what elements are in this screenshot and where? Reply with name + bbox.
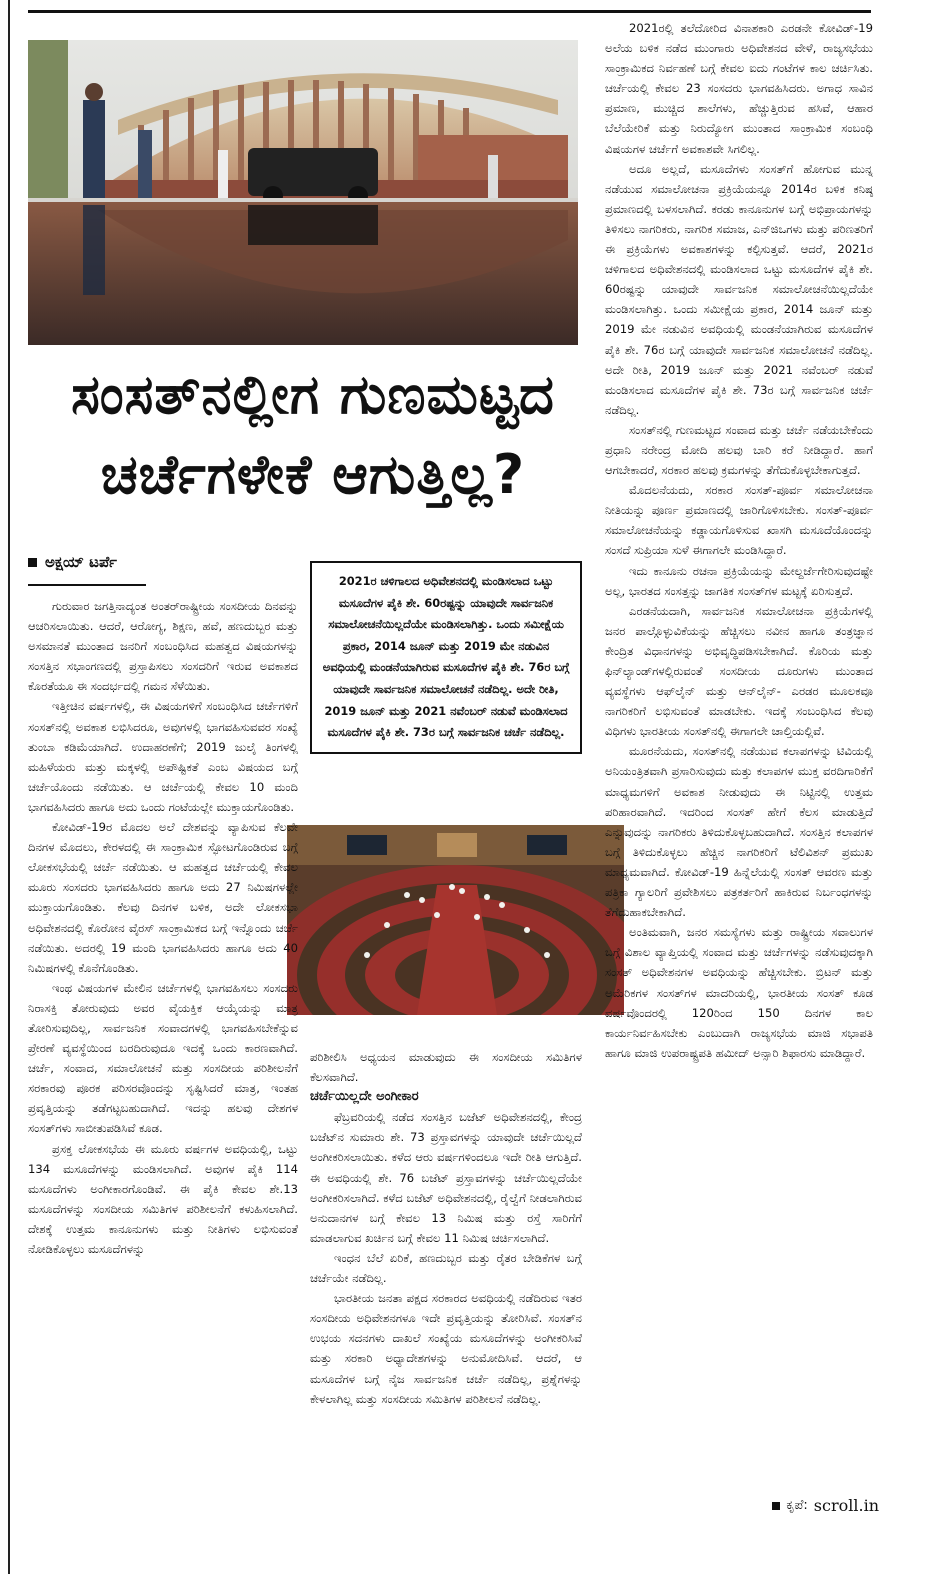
paragraph: ಇಂಧನ ಬೆಲೆ ಏರಿಕೆ, ಹಣದುಬ್ಬರ ಮತ್ತು ರೈತರ ಬೇಡಿಕೆಗಳ ಬಗ್ಗೆ ಚರ್ಚೆಯೇ ನಡೆದಿಲ್ಲ. <box>310 1250 582 1286</box>
paragraph: ಗುರುವಾರ ಜಗತ್ತಿನಾದ್ಯಂತ ಅಂತರ್‌ರಾಷ್ಟ್ರೀಯ ಸಂಸದೀಯ ದಿನವನ್ನು ಆಚರಿಸಲಾಯಿತು. ಆದರೆ, ಆರೋಗ್ಯ, ಶಿಕ್ಷಣ, ಹವೆ, ಹಣದುಬ್ಬರ ಮತ್ತು ಅಸಮಾನತೆ ಮುಂತಾದ ಜನರಿಗೆ ಸಂಬಂಧಿಸಿದ ಮಹತ್ವದ ವಿಷಯಗಳನ್ನು ಸಂಸತ್ತಿನ ಸಭಾಂಗಣದಲ್ಲಿ ಪ್ರಸ್ತಾಪಿಸಲು ಸಂಸದರಿಗೆ ಇರುವ ಅವಕಾಶದ ಕೊರತೆಯೂ ಈ ಸಂದರ್ಭದಲ್ಲಿ ಗಮನ ಸೆಳೆಯಿತು. <box>28 599 298 694</box>
headline <box>28 355 598 515</box>
author-name: ಅಕ್ಷಯ್ ಟರ್ಪೆ <box>45 553 117 571</box>
paragraph: ಸಂಸತ್‌ನಲ್ಲಿ ಗುಣಮಟ್ಟದ ಸಂವಾದ ಮತ್ತು ಚರ್ಚೆ ನಡೆಯಬೇಕೆಂದು ಪ್ರಧಾನಿ ನರೇಂದ್ರ ಮೋದಿ ಹಲವು ಬಾರಿ ಕರೆ ನೀಡಿದ್ದಾರೆ. ಹಾಗೆ ಆಗಬೇಕಾದರೆ, ಸರಕಾರ ಹಲವು ಕ್ರಮಗಳನ್ನು ತೆಗೆದುಕೊಳ್ಳಬೇಕಾಗುತ್ತದೆ. <box>605 422 873 478</box>
paragraph: ಭಾರತೀಯ ಜನತಾ ಪಕ್ಷದ ಸರಕಾರದ ಅವಧಿಯಲ್ಲಿ ನಡೆದಿರುವ ಇತರ ಸಂಸದೀಯ ಅಧಿವೇಶನಗಳೂ ಇದೇ ಪ್ರವೃತ್ತಿಯನ್ನು ತೋರಿಸಿವೆ. ಸಂಸತ್‌ನ ಉಭಯ ಸದನಗಳು ದಾಖಲೆ ಸಂಖ್ಯೆಯ ಮಸೂದೆಗಳನ್ನು ಅಂಗೀಕರಿಸಿವೆ ಮತ್ತು ಸರಕಾರಿ ಅಧ್ಯಾದೇಶಗಳನ್ನು ಅನುಮೋದಿಸಿವೆ. ಆದರೆ, ಆ ಮಸೂದೆಗಳ ಬಗ್ಗೆ ನೈಜ ಸಾರ್ವಜನಿಕ ಚರ್ಚೆ ನಡೆದಿಲ್ಲ, ಪ್ರಶ್ನೆಗಳನ್ನು ಕೇಳಲಾಗಿಲ್ಲ ಮತ್ತು ಸಂಸದೀಯ ಸಮಿತಿಗಳ ಪರಿಶೀಲನೆ ನಡೆದಿಲ್ಲ. <box>310 1291 582 1406</box>
credit-label: ಕೃಪೆ: <box>786 1498 808 1513</box>
section-subheading: ಚರ್ಚೆಯಿಲ್ಲದೇ ಅಂಗೀಕಾರ <box>310 1089 419 1105</box>
credit-square-icon <box>772 1502 780 1510</box>
byline-underline <box>28 584 146 586</box>
byline-square-icon <box>28 558 37 567</box>
headline-line-1: ಸಂಸತ್‌ನಲ್ಲೀಗ ಗುಣಮಟ್ಟದ <box>71 363 555 426</box>
article-column-2 <box>310 1047 582 1409</box>
paragraph: ಅದೂ ಅಲ್ಲದೆ, ಮಸೂದೆಗಳು ಸಂಸತ್‌ಗೆ ಹೋಗುವ ಮುನ್ನ ನಡೆಯುವ ಸಮಾಲೋಚನಾ ಪ್ರಕ್ರಿಯೆಯನ್ನೂ 2014ರ ಬಳಿಕ ಕನಿಷ್ಠ ಪ್ರಮಾಣದಲ್ಲಿ ಬಳಸಲಾಗಿದೆ. ಕರಡು ಕಾನೂನುಗಳ ಬಗ್ಗೆ ಅಭಿಪ್ರಾಯಗಳನ್ನು ತಿಳಿಸಲು ನಾಗರಿಕರು, ನಾಗರಿಕ ಸಮಾಜ, ಎನ್‌ಜಿಒಗಳು ಮತ್ತು ಪರಿಣತರಿಗೆ ಈ ಪ್ರಕ್ರಿಯೆಗಳು ಅವಕಾಶಗಳನ್ನು ಕಲ್ಪಿಸುತ್ತವೆ. ಆದರೆ, 2021ರ ಚಳಿಗಾಲದ ಅಧಿವೇಶನದಲ್ಲಿ ಮಂಡಿಸಲಾದ ಒಟ್ಟು ಮಸೂದೆಗಳ ಪೈಕಿ ಶೇ. 60ರಷ್ಟನ್ನು ಯಾವುದೇ ಸಾರ್ವಜನಿಕ ಸಮಾಲೋಚನೆಯಿಲ್ಲದೆಯೇ ಮಂಡಿಸಲಾಗಿತ್ತು. ಒಂದು ಸಮೀಕ್ಷೆಯ ಪ್ರಕಾರ, 2014 ಜೂನ್ ಮತ್ತು 2019 ಮೇ ನಡುವಿನ ಅವಧಿಯಲ್ಲಿ ಮಂಡನೆಯಾಗಿರುವ ಮಸೂದೆಗಳ ಪೈಕಿ ಶೇ. 76ರ ಬಗ್ಗೆ ಯಾವುದೇ ಸಾರ್ವಜನಿಕ ಸಮಾಲೋಚನೆ ನಡೆದಿಲ್ಲ. ಅದೇ ರೀತಿ, 2019 ಜೂನ್ ಮತ್ತು 2021 ನವೆಂಬರ್ ನಡುವೆ ಮಂಡಿಸಲಾದ ಮಸೂದೆಗಳ ಪೈಕಿ ಶೇ. 73ರ ಬಗ್ಗೆ ಸಾರ್ವಜನಿಕ ಚರ್ಚೆ ನಡೆದಿಲ್ಲ. <box>605 161 873 417</box>
paragraph: ಮೊದಲನೆಯದು, ಸರಕಾರ ಸಂಸತ್-ಪೂರ್ವ ಸಮಾಲೋಚನಾ ನೀತಿಯನ್ನು ಪೂರ್ಣ ಪ್ರಮಾಣದಲ್ಲಿ ಜಾರಿಗೊಳಿಸಬೇಕು. ಸಂಸತ್-ಪೂರ್ವ ಸಮಾಲೋಚನೆಯನ್ನು ಕಡ್ಡಾಯಗೊಳಿಸುವ ಖಾಸಗಿ ಮಸೂದೆಯೊಂದನ್ನು ಸಂಸದೆ ಸುಪ್ರಿಯಾ ಸುಳೆ ಈಗಾಗಲೇ ಮಂಡಿಸಿದ್ದಾರೆ. <box>605 483 873 558</box>
article-column-3 <box>605 18 873 1063</box>
page-top-rule <box>28 10 871 13</box>
credit-source: scroll.in <box>813 1496 879 1515</box>
paragraph: ಎರಡನೆಯದಾಗಿ, ಸಾರ್ವಜನಿಕ ಸಮಾಲೋಚನಾ ಪ್ರಕ್ರಿಯೆಗಳಲ್ಲಿ ಜನರ ಪಾಲ್ಗೊಳ್ಳುವಿಕೆಯನ್ನು ಹೆಚ್ಚಿಸಲು ನವೀನ ಹಾಗೂ ತಂತ್ರಜ್ಞಾನ ಕೇಂದ್ರಿತ ವಿಧಾನಗಳನ್ನು ಅಭಿವೃದ್ಧಿಪಡಿಸಬೇಕಾಗಿದೆ. ಕೊರಿಯ ಮತ್ತು ಫಿನ್‌ಲ್ಯಾಂಡ್‌ಗಳಲ್ಲಿರುವಂತೆ ಸಂಸದೀಯ ದೂರುಗಳು ಮುಂತಾದ ವ್ಯವಸ್ಥೆಗಳು ಆಫ್‌ಲೈನ್ ಮತ್ತು ಆನ್‌ಲೈನ್- ಎರಡರ ಮೂಲಕವೂ ನಾಗರಿಕರಿಗೆ ಲಭಿಸುವಂತೆ ಮಾಡಬೇಕು. ಇದಕ್ಕೆ ಸಂಬಂಧಿಸಿದ ಕೆಲವು ವಿಧಿಗಳು ಭಾರತೀಯ ಸಂಸತ್‌ನಲ್ಲಿ ಈಗಾಗಲೇ ಚಾಲ್ತಿಯಲ್ಲಿವೆ. <box>605 603 873 739</box>
parliament-building-photo <box>28 40 578 345</box>
paragraph: ಪರಿಶೀಲಿಸಿ ಅಧ್ಯಯನ ಮಾಡುವುದು ಈ ಸಂಸದೀಯ ಸಮಿತಿಗಳ ಕೆಲಸವಾಗಿದೆ. <box>310 1050 582 1085</box>
paragraph: ಇಂಥ ವಿಷಯಗಳ ಮೇಲಿನ ಚರ್ಚೆಗಳಲ್ಲಿ ಭಾಗವಹಿಸಲು ಸಂಸದರು ನಿರಾಸಕ್ತಿ ತೋರುವುದು ಅವರ ವೈಯಕ್ತಿಕ ಆಯ್ಕೆಯನ್ನು ಮಾತ್ರ ತೋರಿಸುವುದಿಲ್ಲ, ಸಾರ್ವಜನಿಕ ಸಂವಾದಗಳಲ್ಲಿ ಭಾಗವಹಿಸಬೇಕೆನ್ನುವ ಪ್ರೇರಣೆ ವ್ಯವಸ್ಥೆಯಿಂದ ಬರದಿರುವುದೂ ಇದಕ್ಕೆ ಒಂದು ಕಾರಣವಾಗಿದೆ. ಚರ್ಚೆ, ಸಂವಾದ, ಸಮಾಲೋಚನೆ ಮತ್ತು ಸಂಸದೀಯ ಪರಿಶೀಲನೆಗೆ ಸರಕಾರವು ಪೂರಕ ಪರಿಸರವೊಂದನ್ನು ಸೃಷ್ಟಿಸಿದರೆ ಮಾತ್ರ, ಇಂತಹ ಪ್ರವೃತ್ತಿಯನ್ನು ತಡೆಗಟ್ಟಬಹುದಾಗಿದೆ. ಇದನ್ನು ಹಲವು ದೇಶಗಳ ಸಂಸತ್‌ಗಳು ಸಾಬೀತುಪಡಿಸಿವೆ ಕೂಡ. <box>28 980 298 1136</box>
paragraph: 2021ರಲ್ಲಿ ತಲೆದೋರಿದ ವಿನಾಶಕಾರಿ ಎರಡನೇ ಕೋವಿಡ್-19 ಅಲೆಯ ಬಳಿಕ ನಡೆದ ಮುಂಗಾರು ಅಧಿವೇಶನದ ವೇಳೆ, ರಾಜ್ಯಸಭೆಯು ಸಾಂಕ್ರಾಮಿಕದ ನಿರ್ವಹಣೆ ಬಗ್ಗೆ ಕೇವಲ ಐದು ಗಂಟೆಗಳ ಕಾಲ ಚರ್ಚಿಸಿತು. ಚರ್ಚೆಯಲ್ಲಿ ಕೇವಲ 23 ಸಂಸದರು ಭಾಗವಹಿಸಿದರು. ಅಗಾಧ ಸಾವಿನ ಪ್ರಮಾಣ, ಮುಚ್ಚಿದ ಶಾಲೆಗಳು, ಹೆಚ್ಚುತ್ತಿರುವ ಹಸಿವೆ, ಆಹಾರ ಬೆಲೆಯೇರಿಕೆ ಮತ್ತು ನಿರುದ್ಯೋಗ ಮುಂತಾದ ಸಾಂಕ್ರಾಮಿಕ ಸಂಬಂಧಿ ವಿಷಯಗಳ ಚರ್ಚೆಗೆ ಅವಕಾಶವೇ ಸಿಗಲಿಲ್ಲ. <box>605 21 873 156</box>
article-column-1 <box>28 596 298 1259</box>
byline <box>28 553 117 571</box>
paragraph: ಪ್ರಸಕ್ತ ಲೋಕಸಭೆಯ ಈ ಮೂರು ವರ್ಷಗಳ ಅವಧಿಯಲ್ಲಿ, ಒಟ್ಟು 134 ಮಸೂದೆಗಳನ್ನು ಮಂಡಿಸಲಾಗಿದೆ. ಅವುಗಳ ಪೈಕಿ 114 ಮಸೂದೆಗಳು ಅಂಗೀಕಾರಗೊಂಡಿವೆ. ಈ ಪೈಕಿ ಕೇವಲ ಶೇ.13 ಮಸೂದೆಗಳನ್ನು ಸಂಸದೀಯ ಸಮಿತಿಗಳ ಪರಿಶೀಲನೆಗೆ ಕಳುಹಿಸಲಾಗಿದೆ. ದೇಶಕ್ಕೆ ಉತ್ತಮ ಕಾನೂನುಗಳು ಮತ್ತು ನೀತಿಗಳು ಲಭಿಸುವಂತೆ ನೋಡಿಕೊಳ್ಳಲು ಮಸೂದೆಗಳನ್ನು <box>28 1141 298 1256</box>
paragraph: ಮೂರನೆಯದು, ಸಂಸತ್‌ನಲ್ಲಿ ನಡೆಯುವ ಕಲಾಪಗಳನ್ನು ಟಿವಿಯಲ್ಲಿ ಅನಿಯಂತ್ರಿತವಾಗಿ ಪ್ರಸಾರಿಸುವುದು ಮತ್ತು ಕಲಾಪಗಳ ಮುಕ್ತ ವರದಿಗಾರಿಕೆಗೆ ಮಾಧ್ಯಮಗಳಿಗೆ ಅವಕಾಶ ನೀಡುವುದು ಈ ನಿಟ್ಟಿನಲ್ಲಿ ಉತ್ತಮ ಪರಿಹಾರವಾಗಿದೆ. ಇದರಿಂದ ಸಂಸತ್ ಹೇಗೆ ಕೆಲಸ ಮಾಡುತ್ತಿದೆ ಎನ್ನುವುದನ್ನು ನಾಗರಿಕರು ತಿಳಿದುಕೊಳ್ಳಬಹುದಾಗಿದೆ. ಸಂಸತ್ತಿನ ಕಲಾಪಗಳ ಬಗ್ಗೆ ತಿಳಿದುಕೊಳ್ಳಲು ಹೆಚ್ಚಿನ ನಾಗರಿಕರಿಗೆ ಟೆಲಿವಿಶನ್ ಪ್ರಮುಖ ಮಾಧ್ಯಮವಾಗಿದೆ. ಕೋವಿಡ್-19 ಹಿನ್ನೆಲೆಯಲ್ಲಿ ಸಂಸತ್ ಆವರಣ ಮತ್ತು ಪತ್ರಿಕಾ ಗ್ಯಾಲರಿಗೆ ಪ್ರವೇಶಿಸಲು ಪತ್ರಕರ್ತರಿಗೆ ಹಾಕಿರುವ ನಿರ್ಬಂಧಗಳನ್ನು ತೆಗೆದುಹಾಕಬೇಕಾಗಿದೆ. <box>605 744 873 920</box>
page-left-rule <box>8 0 10 1574</box>
paragraph: ಇದು ಕಾನೂನು ರಚನಾ ಪ್ರಕ್ರಿಯೆಯನ್ನು ಮೇಲ್ದರ್ಜೆಗೇರಿಸುವುದಷ್ಟೇ ಅಲ್ಲ, ಭಾರತದ ಸಂಸತ್ತನ್ನು ಜಾಗತಿಕ ಸಂಸತ್‌ಗಳ ಮಟ್ಟಕ್ಕೆ ಏರಿಸುತ್ತದೆ. <box>605 563 873 598</box>
paragraph: ಫೆಬ್ರವರಿಯಲ್ಲಿ ನಡೆದ ಸಂಸತ್ತಿನ ಬಜೆಟ್ ಅಧಿವೇಶನದಲ್ಲಿ, ಕೇಂದ್ರ ಬಜೆಟ್‌ನ ಸುಮಾರು ಶೇ. 73 ಪ್ರಸ್ತಾವಗಳನ್ನು ಯಾವುದೇ ಚರ್ಚೆಯಿಲ್ಲದೆ ಅಂಗೀಕರಿಸಲಾಯಿತು. ಕಳೆದ ಆರು ವರ್ಷಗಳಿಂದಲೂ ಇದೇ ರೀತಿ ಆಗುತ್ತಿದೆ. ಈ ಅವಧಿಯಲ್ಲಿ ಶೇ. 76 ಬಜೆಟ್ ಪ್ರಸ್ತಾವಗಳನ್ನು ಚರ್ಚೆಯಿಲ್ಲದೆಯೇ ಅಂಗೀಕರಿಸಲಾಗಿದೆ. ಕಳೆದ ಬಜೆಟ್ ಅಧಿವೇಶನದಲ್ಲಿ, ರೈಲ್ವೆಗೆ ನೀಡಲಾಗಿರುವ ಅನುದಾನಗಳ ಬಗ್ಗೆ ಕೇವಲ 13 ನಿಮಿಷ ಮತ್ತು ರಸ್ತೆ ಸಾರಿಗೆಗೆ ಮಾಡಲಾಗುವ ಖರ್ಚಿನ ಬಗ್ಗೆ ಕೇವಲ 11 ನಿಮಿಷ ಚರ್ಚಿಸಲಾಗಿದೆ. <box>310 1110 582 1245</box>
paragraph: ಅಂತಿಮವಾಗಿ, ಜನರ ಸಮಸ್ಯೆಗಳು ಮತ್ತು ರಾಷ್ಟ್ರೀಯ ಸವಾಲುಗಳ ಬಗ್ಗೆ ವಿಶಾಲ ವ್ಯಾಪ್ತಿಯಲ್ಲಿ ಸಂವಾದ ಮತ್ತು ಚರ್ಚೆಗಳನ್ನು ನಡೆಸುವುದಕ್ಕಾಗಿ ಸಂಸತ್ ಅಧಿವೇಶನಗಳ ಅವಧಿಯನ್ನು ಹೆಚ್ಚಿಸಬೇಕು. ಬ್ರಿಟನ್ ಮತ್ತು ಅಮೆರಿಕಗಳ ಸಂಸತ್‌ಗಳ ಮಾದರಿಯಲ್ಲಿ, ಭಾರತೀಯ ಸಂಸತ್ ಕೂಡ ವರ್ಷವೊಂದರಲ್ಲಿ 120ರಿಂದ 150 ದಿನಗಳ ಕಾಲ ಕಾರ್ಯನಿರ್ವಹಿಸಬೇಕು ಎಂಬುದಾಗಿ ರಾಜ್ಯಸಭೆಯ ಮಾಜಿ ಸಭಾಪತಿ ಹಾಗೂ ಮಾಜಿ ಉಪರಾಷ್ಟ್ರಪತಿ ಹಮೀದ್ ಅನ್ಸಾರಿ ಶಿಫಾರಸು ಮಾಡಿದ್ದಾರೆ. <box>605 925 873 1060</box>
pull-quote: 2021ರ ಚಳಿಗಾಲದ ಅಧಿವೇಶನದಲ್ಲಿ ಮಂಡಿಸಲಾದ ಒಟ್ಟು ಮಸೂದೆಗಳ ಪೈಕಿ ಶೇ. 60ರಷ್ಟನ್ನು ಯಾವುದೇ ಸಾರ್ವಜನಿಕ ಸಮಾಲೋಚನೆಯಿಲ್ಲದೆಯೇ ಮಂಡಿಸಲಾಗಿತ್ತು. ಒಂದು ಸಮೀಕ್ಷೆಯ ಪ್ರಕಾರ, 2014 ಜೂನ್ ಮತ್ತು 2019 ಮೇ ನಡುವಿನ ಅವಧಿಯಲ್ಲಿ ಮಂಡನೆಯಾಗಿರುವ ಮಸೂದೆಗಳ ಪೈಕಿ ಶೇ. 76ರ ಬಗ್ಗೆ ಯಾವುದೇ ಸಾರ್ವಜನಿಕ ಸಮಾಲೋಚನೆ ನಡೆದಿಲ್ಲ. ಅದೇ ರೀತಿ, 2019 ಜೂನ್ ಮತ್ತು 2021 ನವೆಂಬರ್ ನಡುವೆ ಮಂಡಿಸಲಾದ ಮಸೂದೆಗಳ ಪೈಕಿ ಶೇ. 73ರ ಬಗ್ಗೆ ಸಾರ್ವಜನಿಕ ಚರ್ಚೆ ನಡೆದಿಲ್ಲ. <box>310 561 582 754</box>
parliament-chamber-photo <box>287 825 624 1015</box>
source-credit <box>772 1496 879 1515</box>
headline-line-2: ಚರ್ಚೆಗಳೇಕೆ ಆಗುತ್ತಿಲ್ಲ? <box>100 443 526 506</box>
paragraph: ಕೋವಿಡ್-19ರ ಮೊದಲ ಅಲೆ ದೇಶವನ್ನು ವ್ಯಾಪಿಸುವ ಕೆಲವೇ ದಿನಗಳ ಮೊದಲು, ಕೇರಳದಲ್ಲಿ ಈ ಸಾಂಕ್ರಾಮಿಕ ಸ್ಫೋಟಗೊಂಡಿರುವ ಬಗ್ಗೆ ಲೋಕಸಭೆಯಲ್ಲಿ ಚರ್ಚೆ ನಡೆಯಿತು. ಆ ಮಹತ್ವದ ಚರ್ಚೆಯಲ್ಲಿ ಕೇವಲ ಮೂರು ಸಂಸದರು ಭಾಗವಹಿಸಿದರು ಹಾಗೂ ಅದು 27 ನಿಮಿಷಗಳಲ್ಲೇ ಮುಕ್ತಾಯಗೊಂಡಿತು. ಕೆಲವು ದಿನಗಳ ಬಳಿಕ, ಅದೇ ಲೋಕಸಭಾ ಅಧಿವೇಶನದಲ್ಲಿ ಕೊರೋನ ವೈರಸ್ ಸಾಂಕ್ರಾಮಿಕದ ಬಗ್ಗೆ ಇನ್ನೊಂದು ಚರ್ಚೆ ನಡೆಯಿತು. ಅದರಲ್ಲಿ 19 ಮಂದಿ ಭಾಗವಹಿಸಿದರು ಹಾಗೂ ಅದು 40 ನಿಮಿಷಗಳಲ್ಲಿ ಕೊನೆಗೊಂಡಿತು. <box>28 820 298 975</box>
paragraph: ಇತ್ತೀಚಿನ ವರ್ಷಗಳಲ್ಲಿ, ಈ ವಿಷಯಗಳಿಗೆ ಸಂಬಂಧಿಸಿದ ಚರ್ಚೆಗಳಿಗೆ ಸಂಸತ್‌ನಲ್ಲಿ ಅವಕಾಶ ಲಭಿಸಿದರೂ, ಅವುಗಳಲ್ಲಿ ಭಾಗವಹಿಸುವವರ ಸಂಖ್ಯೆ ತುಂಬಾ ಕಡಿಮೆಯಾಗಿದೆ. ಉದಾಹರಣೆಗೆ; 2019 ಜುಲೈ ತಿಂಗಳಲ್ಲಿ ಮಹಿಳೆಯರು ಮತ್ತು ಮಕ್ಕಳಲ್ಲಿ ಅಪೌಷ್ಟಿಕತೆ ಎಂಬ ವಿಷಯದ ಬಗ್ಗೆ ಚರ್ಚೆಯೊಂದು ನಡೆಯಿತು. ಆ ಚರ್ಚೆಯಲ್ಲಿ ಕೇವಲ 10 ಮಂದಿ ಭಾಗವಹಿಸಿದರು ಹಾಗೂ ಅದು ಒಂದು ಗಂಟೆಯಲ್ಲೇ ಮುಕ್ತಾಯಗೊಂಡಿತು. <box>28 699 298 814</box>
